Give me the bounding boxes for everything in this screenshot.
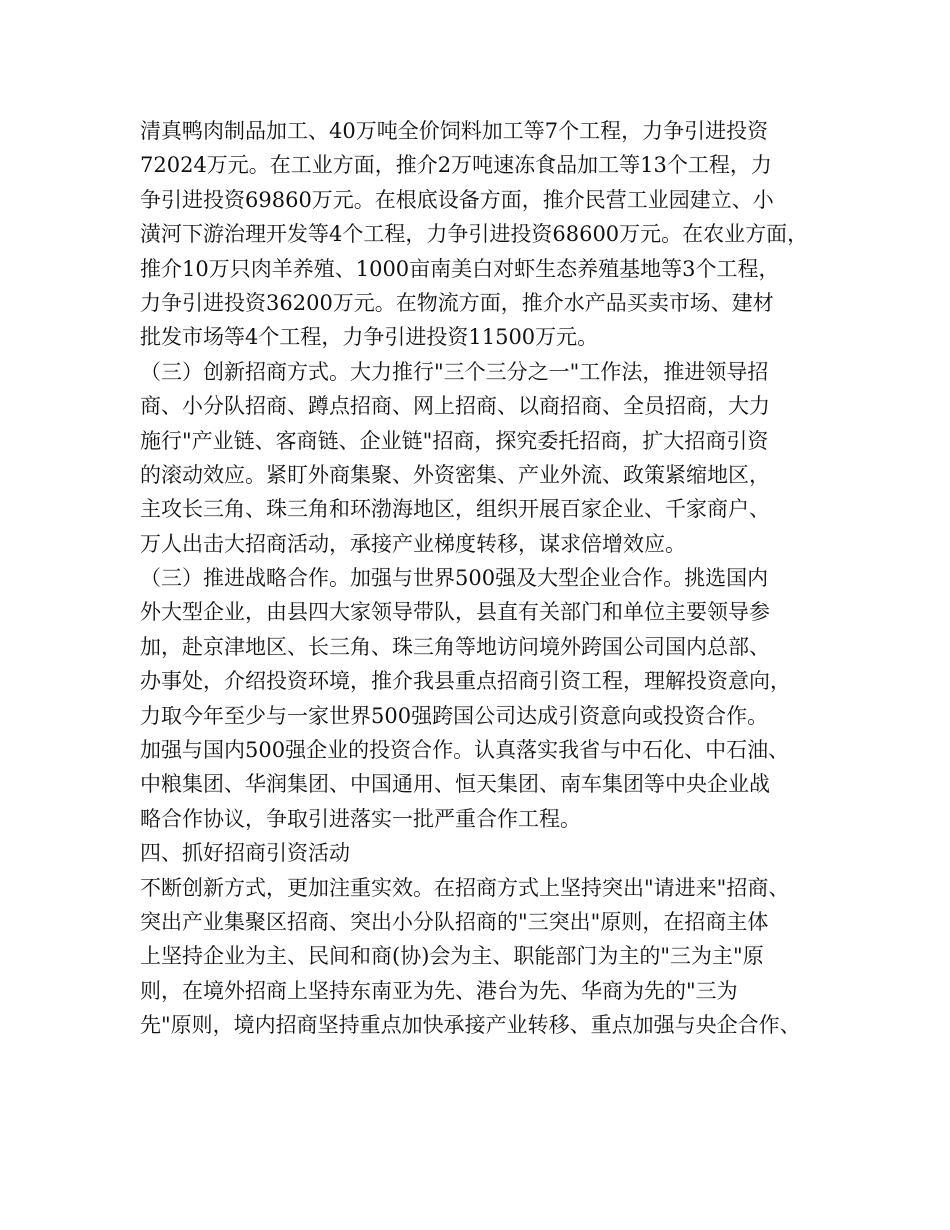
- text-line: 加，赴京津地区、长三角、珠三角等地访问境外跨国公司国内总部、: [140, 634, 770, 659]
- document-body: [140, 114, 830, 1043]
- text-line: 潢河下游治理开发等4个工程，力争引进投资68600万元。在农业方面，: [140, 222, 809, 247]
- section-heading-line: （三）推进战略合作。加强与世界500强及大型企业合作。挑选国内: [140, 566, 769, 591]
- text-line: 万人出击大招商活动，承接产业梯度转移，谋求倍增效应。: [140, 531, 686, 556]
- text-line: 力取今年至少与一家世界500强跨国公司达成引资意向或投资合作。: [140, 703, 769, 728]
- text-line: 中粮集团、华润集团、中国通用、恒天集团、南车集团等中央企业战: [140, 772, 770, 797]
- text-line: 不断创新方式，更加注重实效。在招商方式上坚持突出"请进来"招商、: [140, 875, 790, 900]
- text-line: 争引进投资69860万元。在根底设备方面，推介民营工业园建立、小: [140, 187, 774, 212]
- text-line: 商、小分队招商、蹲点招商、网上招商、以商招商、全员招商，大力: [140, 394, 770, 419]
- section-heading: 四、抓好招商引资活动: [140, 841, 350, 866]
- text-line: 的滚动效应。紧盯外商集聚、外资密集、产业外流、政策紧缩地区，: [140, 462, 770, 487]
- text-line: 略合作协议，争取引进落实一批严重合作工程。: [140, 806, 581, 831]
- text-line: 先"原则，境内招商坚持重点加快承接产业转移、重点加强与央企合作、: [140, 1013, 801, 1038]
- text-line: 主攻长三角、珠三角和环渤海地区，组织开展百家企业、千家商户、: [140, 497, 770, 522]
- text-line: 施行"产业链、客商链、企业链"招商，探究委托招商，扩大招商引资: [140, 428, 769, 453]
- text-line: 力争引进投资36200万元。在物流方面，推介水产品买卖市场、建材: [140, 290, 774, 315]
- text-line: 批发市场等4个工程，力争引进投资11500万元。: [140, 325, 599, 350]
- section-heading-line: （三）创新招商方式。大力推行"三个三分之一"工作法，推进领导招: [140, 359, 769, 384]
- text-line: 办事处，介绍投资环境，推介我县重点招商引资工程，理解投资意向，: [140, 669, 791, 694]
- text-line: 上坚持企业为主、民间和商(协)会为主、职能部门为主的"三为主"原: [140, 944, 764, 969]
- text-line: 突出产业集聚区招商、突出小分队招商的"三突出"原则，在招商主体: [140, 909, 769, 934]
- text-line: 则，在境外招商上坚持东南亚为先、港台为先、华商为先的"三为: [140, 978, 738, 1003]
- text-line: 72024万元。在工业方面，推介2万吨速冻食品加工等13个工程，力: [140, 153, 772, 178]
- text-line: 推介10万只肉羊养殖、1000亩南美白对虾生态养殖基地等3个工程，: [140, 256, 780, 281]
- text-line: 加强与国内500强企业的投资合作。认真落实我省与中石化、中石油、: [140, 738, 790, 763]
- text-line: 清真鸭肉制品加工、40万吨全价饲料加工等7个工程，力争引进投资: [140, 119, 769, 143]
- text-line: 外大型企业，由县四大家领导带队，县直有关部门和单位主要领导参: [140, 600, 770, 625]
